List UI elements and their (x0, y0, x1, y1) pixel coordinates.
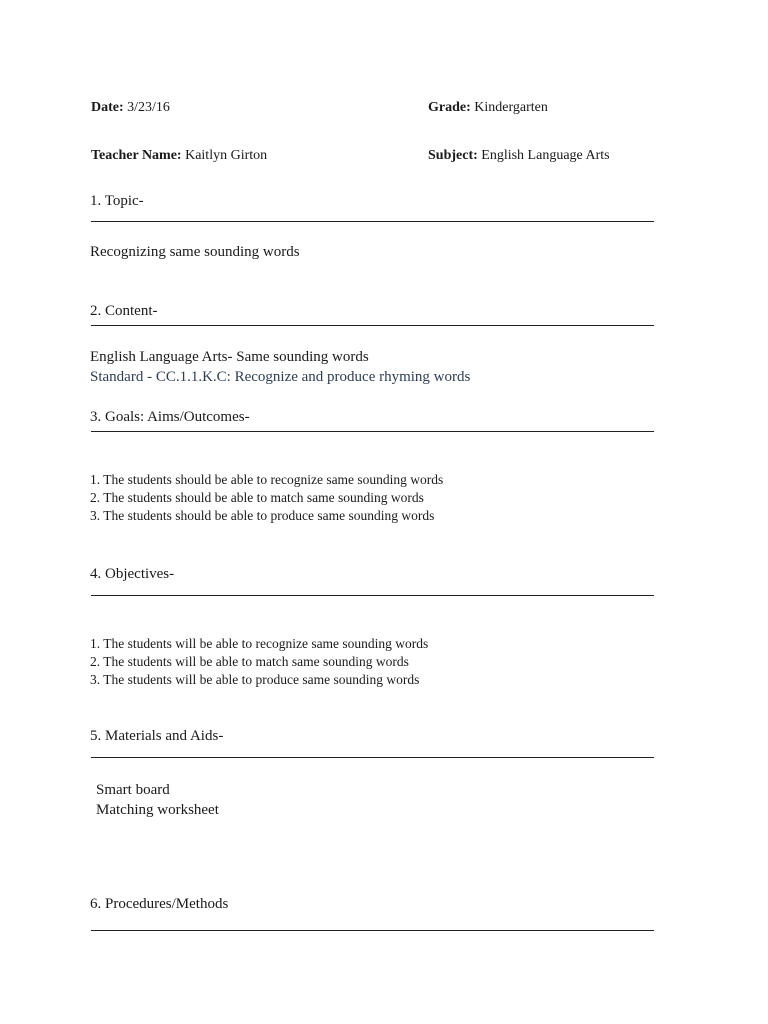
objectives-divider (91, 595, 654, 596)
materials-heading: 5. Materials and Aids- (90, 728, 224, 744)
procedures-divider (91, 930, 654, 931)
grade-value: Kindergarten (474, 100, 548, 115)
list-item: 3. The students should be able to produce same sounding words (90, 508, 435, 523)
objectives-heading: 4. Objectives- (90, 566, 175, 582)
list-item: 2. The students will be able to match same sounding words (90, 654, 409, 669)
grade-field (428, 100, 548, 116)
topic-divider (91, 221, 654, 222)
list-item: 1. The students will be able to recognize same sounding words (90, 636, 429, 651)
list-item: Smart board (96, 782, 170, 798)
objectives-list (90, 635, 428, 689)
date-label: Date: (91, 100, 124, 115)
content-line: English Language Arts- Same sounding words (90, 349, 369, 365)
list-item: 1. The students should be able to recognize same sounding words (90, 472, 444, 487)
materials-divider (91, 757, 654, 758)
content-heading: 2. Content- (90, 303, 158, 319)
goals-list (90, 471, 443, 525)
topic-body: Recognizing same sounding words (90, 244, 300, 260)
content-standard: Standard - CC.1.1.K.C: Recognize and produce rhyming words (90, 369, 471, 385)
grade-label: Grade: (428, 100, 471, 115)
list-item: 2. The students should be able to match same sounding words (90, 490, 424, 505)
list-item: Matching worksheet (96, 802, 219, 818)
teacher-value: Kaitlyn Girton (185, 148, 268, 163)
topic-heading: 1. Topic- (90, 193, 144, 209)
content-divider (91, 325, 654, 326)
subject-field (428, 148, 610, 164)
subject-value: English Language Arts (481, 148, 610, 163)
procedures-heading: 6. Procedures/Methods (90, 896, 229, 912)
date-value: 3/23/16 (127, 100, 170, 115)
teacher-label: Teacher Name: (91, 148, 182, 163)
materials-list (96, 780, 219, 820)
goals-divider (91, 431, 654, 432)
subject-label: Subject: (428, 148, 478, 163)
goals-heading: 3. Goals: Aims/Outcomes- (90, 409, 250, 425)
list-item: 3. The students will be able to produce same sounding words (90, 672, 420, 687)
teacher-field (91, 148, 267, 164)
date-field (91, 100, 170, 116)
